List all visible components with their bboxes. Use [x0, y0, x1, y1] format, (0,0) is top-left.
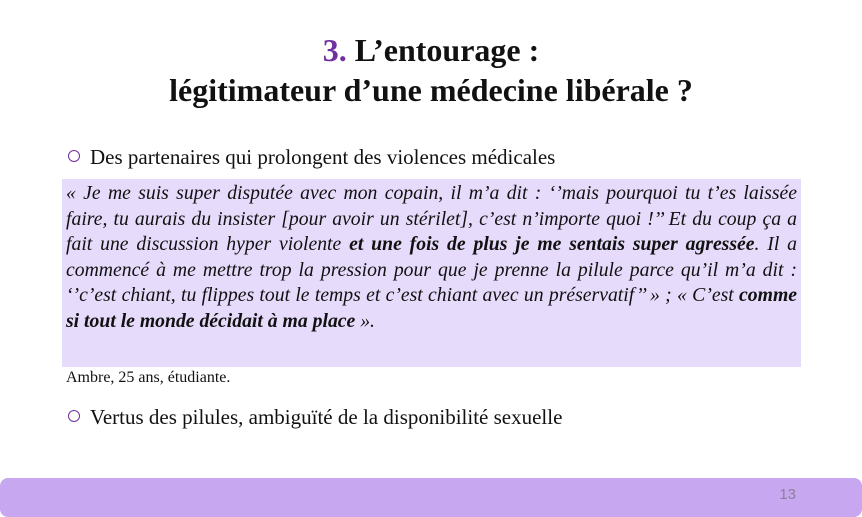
page-number: 13	[779, 486, 796, 503]
bullet-item-2	[68, 404, 562, 430]
quote-emphasis-1: et une fois de plus je me sentais super agressée	[349, 233, 755, 255]
bullet-text-2: Vertus des pilules, ambiguïté de la disponibilité sexuelle	[90, 405, 563, 429]
quote-text-2: . Il a commencé à me mettre trop la pression pour que je prenne la pilule parce qu’il m’a dit : ‘’c’est chiant, tu flippes tout le temps et c’est chiant avec un préservatif’’ » ; « C’est	[66, 233, 797, 306]
testimony-quote	[62, 179, 801, 367]
title-line-1	[0, 30, 862, 70]
bullet-text-1: Des partenaires qui prolongent des violences médicales	[90, 145, 556, 169]
circle-bullet-icon	[68, 150, 80, 162]
footer-bar	[0, 478, 862, 517]
circle-bullet-icon	[68, 410, 80, 422]
title-number: 3.	[322, 32, 347, 68]
quote-text-1: « Je me suis super disputée avec mon copain, il m’a dit : ‘’mais pourquoi tu t’es laissée faire, tu aurais du insister [pour avoir un stérilet], c’est n’importe quoi !’’ Et du coup ça a fait une discussion hyper violente	[66, 182, 797, 255]
title-text: L’entourage :	[354, 32, 540, 68]
quote-text-3: ».	[355, 309, 375, 332]
quote-attribution: Ambre, 25 ans, étudiante.	[66, 369, 231, 386]
slide-title	[0, 30, 862, 110]
title-line-2: légitimateur d’une médecine libérale ?	[169, 72, 693, 108]
quote-emphasis-2: comme si tout le monde décidait à ma place	[66, 284, 797, 332]
bullet-item-1	[68, 144, 555, 170]
